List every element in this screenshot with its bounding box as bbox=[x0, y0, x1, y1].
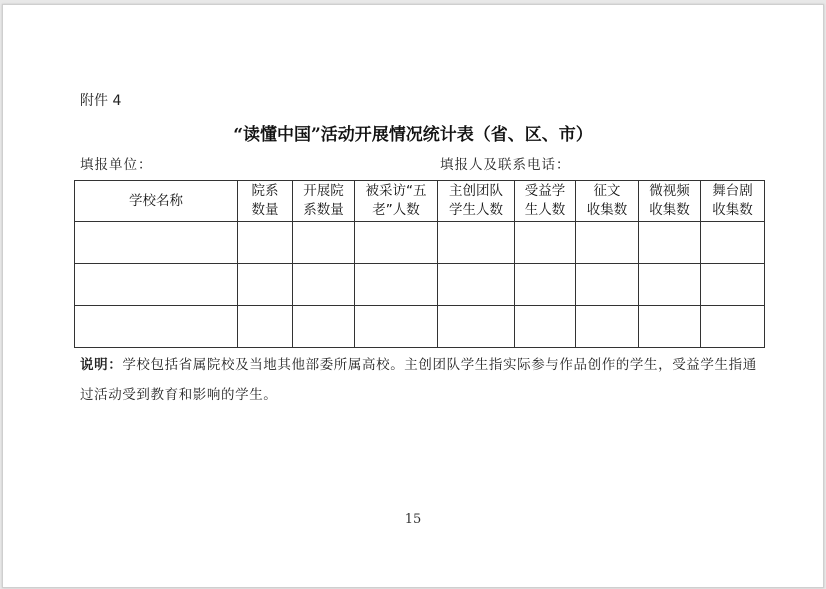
col-header-beneficiary-students: 受益学 生人数 bbox=[515, 181, 576, 222]
table-cell bbox=[576, 306, 639, 348]
table-cell bbox=[293, 264, 355, 306]
table-cell bbox=[438, 264, 515, 306]
table-cell bbox=[515, 264, 576, 306]
table-cell bbox=[75, 222, 238, 264]
table-cell bbox=[75, 306, 238, 348]
col-header-interviewed-elders: 被采访“五 老”人数 bbox=[355, 181, 438, 222]
table-row bbox=[75, 306, 765, 348]
col-header-essays-collected: 征文 收集数 bbox=[576, 181, 639, 222]
table-cell bbox=[639, 306, 701, 348]
note-label: 说明： bbox=[80, 357, 123, 373]
table-header-row bbox=[75, 181, 765, 222]
table-row bbox=[75, 264, 765, 306]
table-cell bbox=[293, 222, 355, 264]
col-header-core-team-students: 主创团队 学生人数 bbox=[438, 181, 515, 222]
table-cell bbox=[238, 222, 293, 264]
explanatory-note bbox=[80, 350, 770, 410]
table-cell bbox=[701, 306, 765, 348]
table-cell bbox=[515, 222, 576, 264]
table-cell bbox=[576, 222, 639, 264]
table-cell bbox=[576, 264, 639, 306]
col-header-videos-collected: 微视频 收集数 bbox=[639, 181, 701, 222]
statistics-table bbox=[74, 180, 765, 348]
table-cell bbox=[238, 264, 293, 306]
col-header-plays-collected: 舞台剧 收集数 bbox=[701, 181, 765, 222]
table-cell bbox=[701, 222, 765, 264]
table-cell bbox=[238, 306, 293, 348]
table-cell bbox=[355, 222, 438, 264]
col-header-active-department-count: 开展院 系数量 bbox=[293, 181, 355, 222]
col-header-school-name: 学校名称 bbox=[75, 181, 238, 222]
table-cell bbox=[355, 264, 438, 306]
table-cell bbox=[438, 222, 515, 264]
table-cell bbox=[355, 306, 438, 348]
page-number: 15 bbox=[404, 512, 422, 527]
table-row bbox=[75, 222, 765, 264]
table-cell bbox=[639, 264, 701, 306]
table-cell bbox=[75, 264, 238, 306]
table-cell bbox=[701, 264, 765, 306]
table-cell bbox=[515, 306, 576, 348]
table-cell bbox=[293, 306, 355, 348]
attachment-label: 附件 4 bbox=[80, 93, 122, 109]
table-cell bbox=[639, 222, 701, 264]
reporting-unit-label: 填报单位： bbox=[80, 157, 153, 173]
contact-person-label: 填报人及联系电话： bbox=[440, 157, 571, 173]
note-text: 学校包括省属院校及当地其他部委所属高校。主创团队学生指实际参与作品创作的学生，受益学生指通过活动受到教育和影响的学生。 bbox=[80, 357, 757, 403]
col-header-department-count: 院系 数量 bbox=[238, 181, 293, 222]
page-title: “读懂中国”活动开展情况统计表（省、区、市） bbox=[233, 125, 593, 145]
table-cell bbox=[438, 306, 515, 348]
